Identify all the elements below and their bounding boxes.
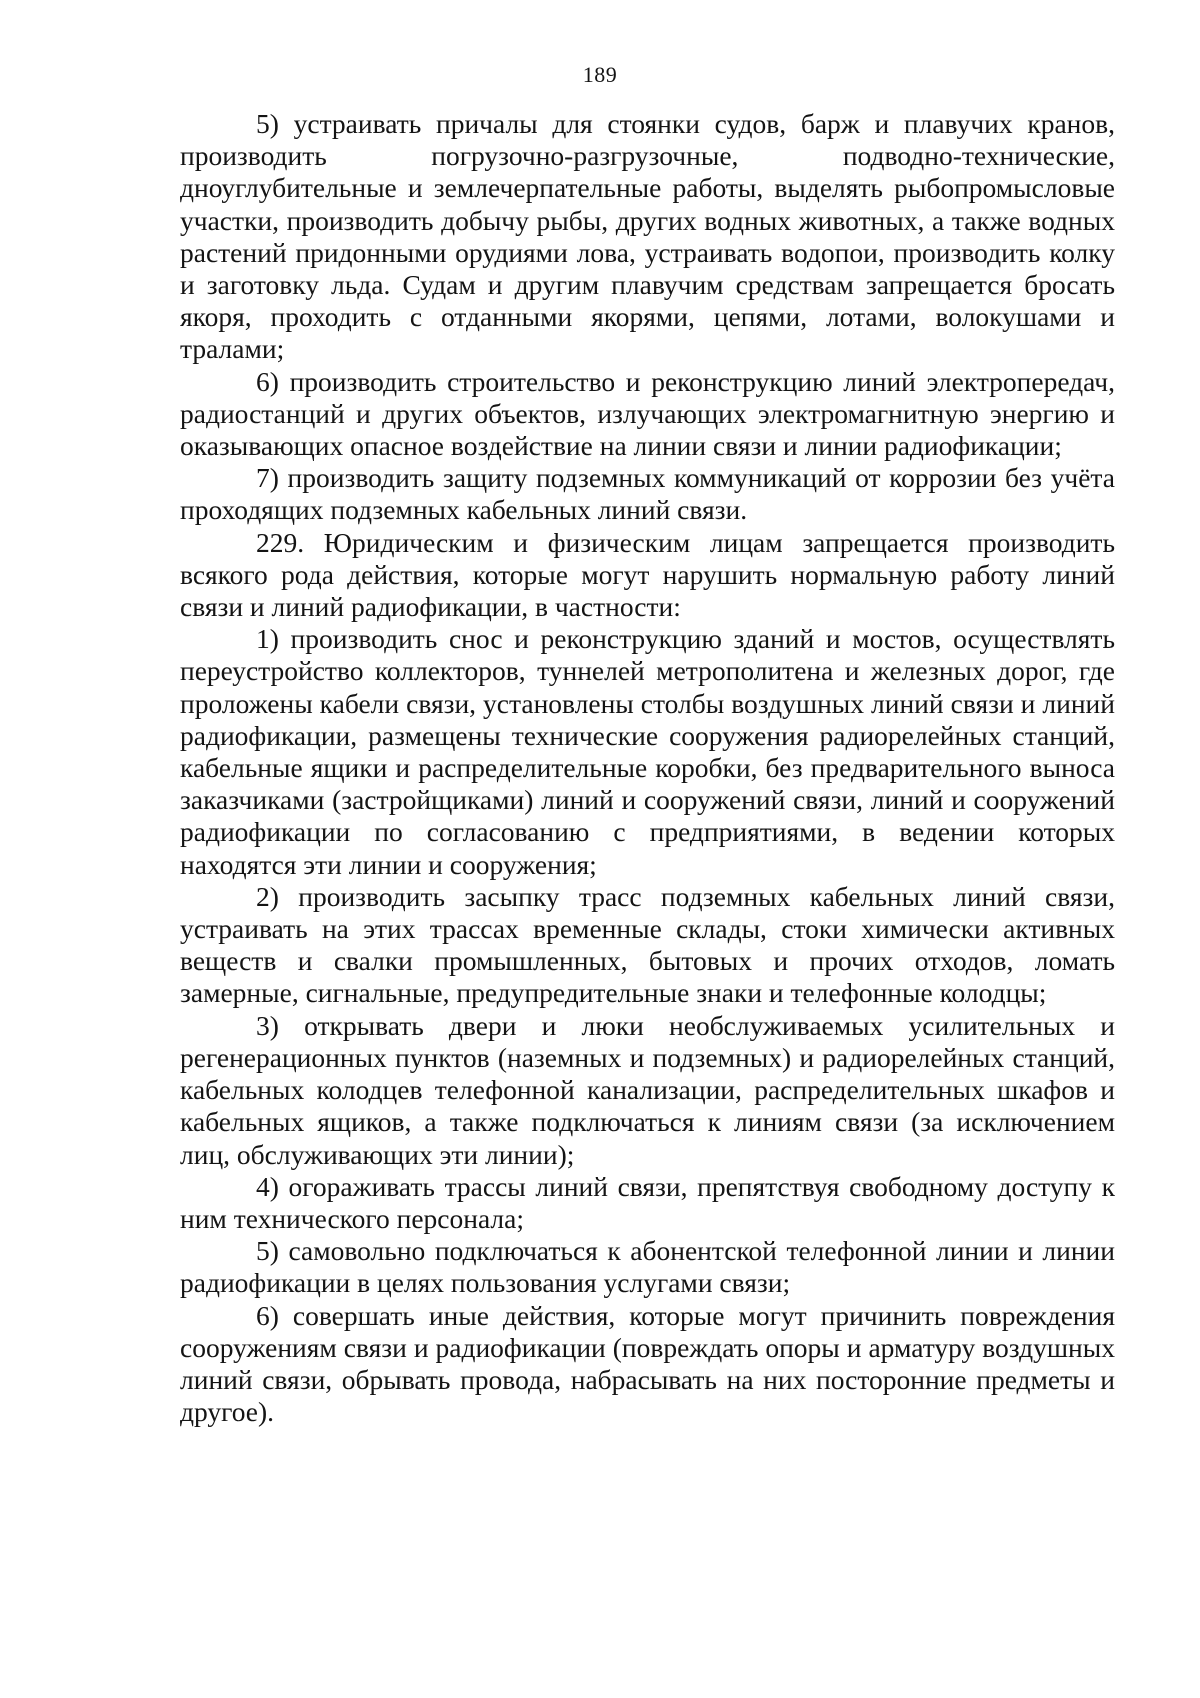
paragraph-item-7-corrosion-protection: 7) производить защиту подземных коммуникаций от коррозии без учёта проходящих подземных кабельных линий связи. (180, 462, 1115, 526)
paragraph-item-4-fencing: 4) огораживать трассы линий связи, препятствуя свободному доступу к ним технического персонала; (180, 1170, 1115, 1234)
paragraph-item-5-unauthorized-connection: 5) самовольно подключаться к абонентской телефонной линии и линии радиофикации в целях пользования услугами связи; (180, 1235, 1115, 1299)
paragraph-item-5-moorings: 5) устраивать причалы для стоянки судов, барж и плавучих кранов, производить погрузочно-разгрузочные, подводно-технические, дноуглубительные и землечерпательные работы, выделять рыбопромысловые участки, производить добычу рыбы, других водных животных, а также водных растений придонными орудиями лова, устраивать водопои, производить колку и заготовку льда. Судам и другим плавучим средствам запрещается бросать якоря, проходить с отданными якорями, цепями, лотами, волокушами и тралами; (180, 108, 1115, 365)
paragraph-229: 229. Юридическим и физическим лицам запрещается производить всякого рода действия, которые могут нарушить нормальную работу линий связи и линий радиофикации, в частности: (180, 526, 1115, 623)
paragraph-item-3-doors-hatches: 3) открывать двери и люки необслуживаемых усилительных и регенерационных пунктов (наземных и подземных) и радиорелейных станций, кабельных колодцев телефонной канализации, распределительных шкафов и кабельных ящиков, а также подключаться к линиям связи (за исключением лиц, обслуживающих эти линии); (180, 1009, 1115, 1170)
paragraph-item-6-other-actions: 6) совершать иные действия, которые могут причинить повреждения сооружениям связи и радиофикации (повреждать опоры и арматуру воздушных линий связи, обрывать провода, набрасывать на них посторонние предметы и другое). (180, 1299, 1115, 1428)
paragraph-item-1-demolition: 1) производить снос и реконструкцию зданий и мостов, осуществлять переустройство коллекторов, туннелей метрополитена и железных дорог, где проложены кабели связи, установлены столбы воздушных линий связи и линий радиофикации, размещены технические сооружения радиорелейных станций, кабельные ящики и распределительные коробки, без предварительного выноса заказчиками (застройщиками) линий и сооружений связи, линий и сооружений радиофикации по согласованию с предприятиями, в ведении которых находятся эти линии и сооружения; (180, 623, 1115, 880)
paragraph-item-6-power-lines: 6) производить строительство и реконструкцию линий электропередач, радиостанций и других объектов, излучающих электромагнитную энергию и оказывающих опасное воздействие на линии связи и линии радиофикации; (180, 365, 1115, 462)
paragraph-item-2-backfill: 2) производить засыпку трасс подземных кабельных линий связи, устраивать на этих трассах временные склады, стоки химически активных веществ и свалки промышленных, бытовых и прочих отходов, ломать замерные, сигнальные, предупредительные знаки и телефонные колодцы; (180, 880, 1115, 1009)
page-number: 189 (582, 62, 618, 87)
document-body (180, 108, 1115, 1428)
